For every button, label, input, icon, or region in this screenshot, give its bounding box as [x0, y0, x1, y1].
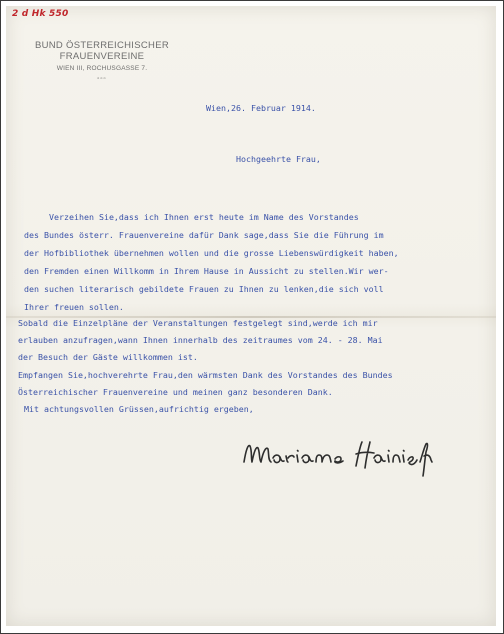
letter-date: Wien,26. Februar 1914. [206, 103, 316, 113]
letterhead-ornament: ▫▫▫ [97, 76, 107, 82]
letter-line: Sobald die Einzelpläne der Veranstaltungen festgelegt sind,werde ich mir [18, 318, 378, 328]
letter-line: des Bundes österr. Frauenvereine dafür Dank sage,dass Sie die Führung im [24, 230, 384, 240]
letter-line: Verzeihen Sie,dass ich Ihnen erst heute im Name des Vorstandes [49, 212, 359, 222]
letterhead-org-line1: BUND ÖSTERREICHISCHER [34, 40, 170, 51]
letter-line: Ihrer freuen sollen. [24, 302, 124, 312]
letterhead [32, 40, 172, 83]
handwritten-signature [240, 436, 450, 480]
letter-line: Empfangen Sie,hochverehrte Frau,den wärmsten Dank des Vorstandes des Bundes [18, 370, 393, 380]
letter-line: der Besuch der Gäste willkommen ist. [18, 352, 198, 362]
letter-line: den suchen literarisch gebildete Frauen zu Ihnen zu lenken,die sich voll [24, 284, 384, 294]
letterhead-org-line2: FRAUENVEREINE [59, 51, 145, 62]
letter-salutation: Hochgeehrte Frau, [236, 154, 321, 164]
archive-reference: 2 d Hk 550 [12, 9, 69, 19]
letter-line: erlauben anzufragen,wann Ihnen innerhalb des zeitraumes vom 24. - 28. Mai [18, 335, 383, 345]
letter-line: Mit achtungsvollen Grüssen,aufrichtig ergeben, [24, 404, 254, 414]
letter-line: Österreichischer Frauenvereine und meinen ganz besonderen Dank. [18, 387, 333, 397]
letter-line: der Hofbibliothek übernehmen wollen und die grosse Liebenswürdigkeit haben, [24, 248, 399, 258]
letter-line: den Fremden einen Willkomm in Ihrem Hause in Aussicht zu stellen.Wir wer- [24, 266, 389, 276]
letterhead-address: WIEN III, ROCHUSGASSE 7. [56, 65, 148, 72]
